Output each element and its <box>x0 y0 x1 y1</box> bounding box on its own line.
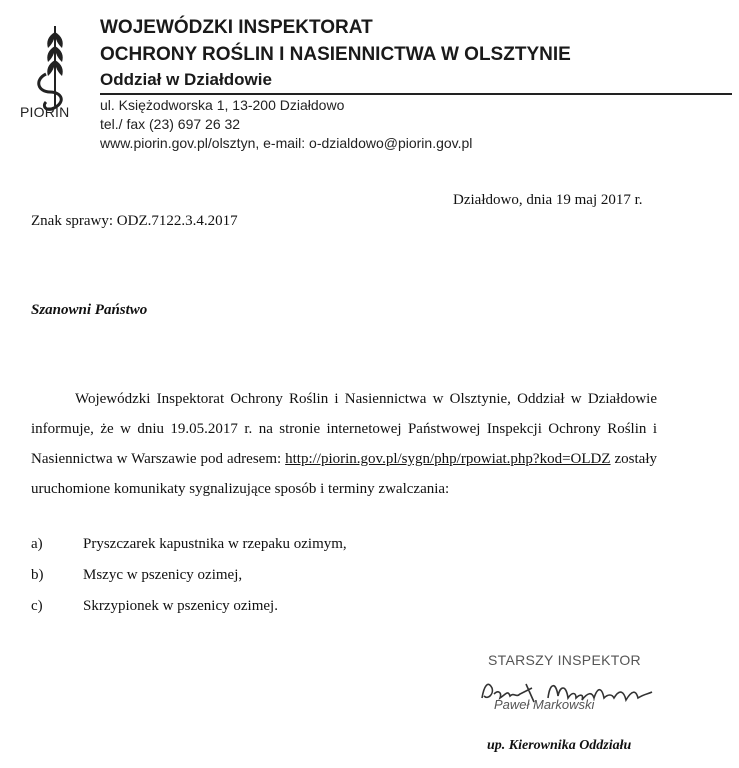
logo-text: PIORIN <box>20 104 70 120</box>
body-paragraph <box>31 384 657 504</box>
org-branch: Oddział w Działdowie <box>100 70 272 89</box>
address-line: ul. Księżodworska 1, 13-200 Działdowo <box>100 97 345 113</box>
body-text-before-link: Wojewódzki Inspektorat Ochrony Roślin i Nasiennictwa w Olsztynie, Oddział w Działdowie informuje, że w dniu 19.05.2017 r. na stronie internetowej Państwowej Inspekcji Ochrony Roślin i Nasiennictwa w Warszawie pod adresem: <box>31 391 657 467</box>
sygn-link[interactable]: http://piorin.gov.pl/sygn/php/rpowiat.php?kod=OLDZ <box>285 451 611 467</box>
list-text: Pryszczarek kapustnika w rzepaku ozimym, <box>83 536 347 552</box>
pest-list <box>31 536 347 629</box>
web-email-line: www.piorin.gov.pl/olsztyn, e-mail: o-dzialdowo@piorin.gov.pl <box>100 135 473 151</box>
body-text-after-link: zostały uruchomione komunikaty sygnalizujące sposób i terminy zwalczania: <box>31 451 657 497</box>
stamp-title: STARSZY INSPEKTOR <box>488 652 641 668</box>
phone-line: tel./ fax (23) 697 26 32 <box>100 116 241 132</box>
org-name-line1: WOJEWÓDZKI INSPEKTORAT <box>100 17 373 38</box>
stamp-name: Paweł Markowski <box>494 697 595 712</box>
date-line: Działdowo, dnia 19 maj 2017 r. <box>453 192 643 208</box>
list-item <box>31 598 347 629</box>
list-item <box>31 567 347 598</box>
handwritten-signature <box>476 668 666 720</box>
org-name-line2: OCHRONY ROŚLIN I NASIENNICTWA W OLSZTYNIE <box>100 44 571 65</box>
header-divider <box>100 93 732 95</box>
signatory-role: up. Kierownika Oddziału <box>487 738 632 753</box>
reference-number: Znak sprawy: ODZ.7122.3.4.2017 <box>31 213 238 229</box>
list-text: Mszyc w pszenicy ozimej, <box>83 567 243 583</box>
list-item <box>31 536 347 567</box>
list-letter: a) <box>31 536 43 552</box>
list-letter: c) <box>31 598 43 614</box>
list-letter: b) <box>31 567 44 583</box>
greeting: Szanowni Państwo <box>31 302 148 318</box>
list-text: Skrzypionek w pszenicy ozimej. <box>83 598 278 614</box>
